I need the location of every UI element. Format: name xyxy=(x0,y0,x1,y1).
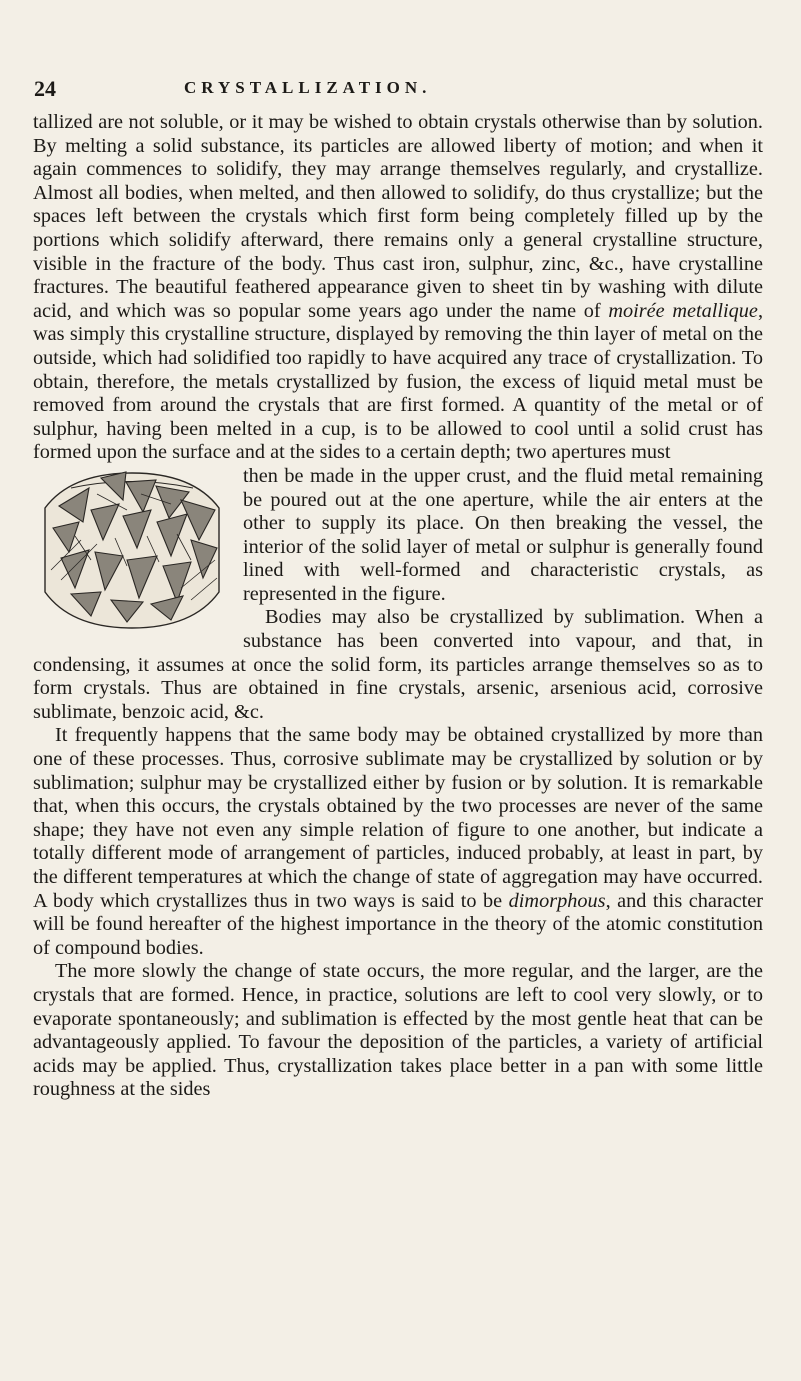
paragraph-dimorphism xyxy=(33,724,763,960)
body-text xyxy=(33,111,763,1102)
moiree-term: moirée metallique xyxy=(608,299,758,322)
crystal-cup-figure xyxy=(31,470,233,632)
page-number: 24 xyxy=(34,76,56,101)
running-title: CRYSTALLIZATION. xyxy=(184,78,432,97)
p3-text-a: It frequently happens that the same body may be obtained crystallized by more than one of these processes. Thus, corrosive sublimate may be crystallized by solution or by sublimation; sulphur may be crystallized either by fusion or by solution. It is remarkable that, when this occurs, the crystals obtained by the two processes are never of the same shape; they have not even any simple relation of figure to one another, but indicate a totally different mode of arrangement of particles, induced probably, at least in part, by the different temperatures at which the change of state of aggregation may have occurred. A body which crystallizes thus in two ways is said to be xyxy=(33,724,763,912)
p1-text-a: tallized are not soluble, or it may be wished to obtain crystals otherwise than by solution. By melting a solid substance, its particles are allowed liberty of motion; and when it again commences to solidify, they may arrange themselves regularly, and crystallize. Almost all bodies, when melted, and then allowed to solidify, do thus crystallize; but the spaces left between the crystals which first form being completely filled up by the portions which solidify afterward, there remains only a general crystalline structure, visible in the fracture of the body. Thus cast iron, sulphur, zinc, &c., have crystalline fractures. The beautiful feathered appearance given to sheet tin by washing with dilute acid, and which was so popular some years ago under the name of xyxy=(33,111,763,322)
page-header xyxy=(34,76,764,104)
p1-text-b: , was simply this crystalline structure, displayed by removing the thin layer of metal on the outside, which had solidified too rapidly to have acquired any trace of crystallization. To obtain, therefore, the metals crystallized by fusion, the excess of liquid metal must be removed from around the crystals that are first formed. A quantity of the metal or of sulphur, having been melted in a cup, is to be allowed to cool until a solid crust has formed upon the surface and at the sides to a certain depth; two apertures must xyxy=(33,299,764,464)
paragraph-sublimation: Bodies may also be crystallized by sublimation. When a substance has been converted into vapour, and that, in condensing, it assumes at once the solid form, its particles arrange themselves so as to form crystals. Thus are obtained in fine crystals, arsenic, arsenious acid, corrosive sublimate, benzoic acid, &c. xyxy=(33,606,763,723)
dimorphous-term: dimorphous xyxy=(508,889,606,912)
paragraph-slow-change: The more slowly the change of state occurs, the more regular, and the larger, are the crystals that are formed. Hence, in practice, solutions are left to cool very slowly, or to evaporate spontaneously; and sublimation is effected by the most gentle heat that can be advantageously applied. To favour the deposition of the particles, a variety of artificial acids may be applied. Thus, crystallization takes place better in a pan with some little roughness at the sides xyxy=(33,960,763,1101)
crystal-cup-icon xyxy=(31,470,233,632)
paragraph-fusion-figure xyxy=(33,465,763,607)
paragraph-fusion xyxy=(33,111,763,465)
p1-text-c: then be made in the upper crust, and the fluid metal remaining be poured out at the one aperture, while the air enters at the other to supply its place. On then breaking the vessel, the interior of the solid layer of metal or sulphur is generally found lined with well-formed and characteristic crystals, as represented in the figure. xyxy=(243,464,763,605)
p3-text-b: , and this character will be found hereafter of the highest importance in the theory of the atomic constitution of compound bodies. xyxy=(33,889,763,959)
